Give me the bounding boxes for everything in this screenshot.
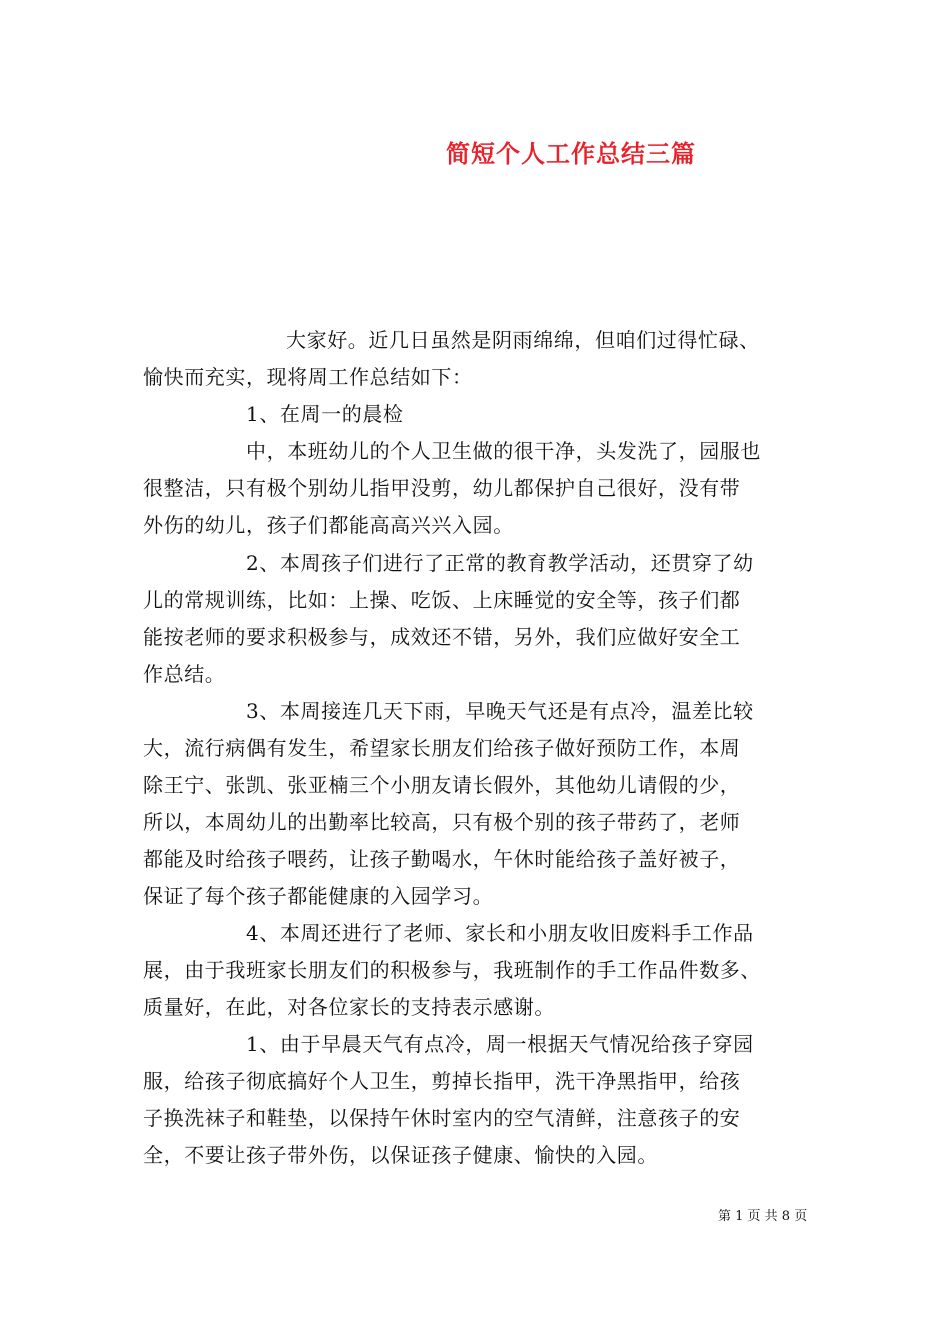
paragraph-line: 保证了每个孩子都能健康的入园学习。 <box>143 884 494 908</box>
page-number: 第 1 页 共 8 页 <box>718 1209 808 1224</box>
paragraph-line: 中，本班幼儿的个人卫生做的很干净，头发洗了，园服也 <box>246 439 761 463</box>
paragraph-line: 所以，本周幼儿的出勤率比较高，只有极个别的孩子带药了，老师 <box>143 810 741 834</box>
paragraph-line: 全，不要让孩子带外伤，以保证孩子健康、愉快的入园。 <box>143 1143 658 1167</box>
paragraph-line: 愉快而充实，现将周工作总结如下： <box>143 365 473 389</box>
paragraph-line: 除王宁、张凯、张亚楠三个小朋友请长假外，其他幼儿请假的少， <box>143 773 741 797</box>
paragraph-line: 大家好。近几日虽然是阴雨绵绵，但咱们过得忙碌、 <box>286 328 760 352</box>
document-title: 简短个人工作总结三篇 <box>446 139 696 168</box>
paragraph-line: 1、由于早晨天气有点冷，周一根据天气情况给孩子穿园 <box>246 1032 754 1056</box>
paragraph-line: 1、在周一的晨检 <box>246 402 404 426</box>
paragraph-line: 能按老师的要求积极参与，成效还不错，另外，我们应做好安全工 <box>143 625 741 649</box>
paragraph-line: 质量好，在此，对各位家长的支持表示感谢。 <box>143 995 555 1019</box>
paragraph-line: 3、本周接连几天下雨，早晚天气还是有点冷，温差比较 <box>246 699 754 723</box>
paragraph-line: 子换洗袜子和鞋垫，以保持午休时室内的空气清鲜，注意孩子的安 <box>143 1106 741 1130</box>
paragraph-line: 2、本周孩子们进行了正常的教育教学活动，还贯穿了幼 <box>246 551 754 575</box>
paragraph-line: 作总结。 <box>143 662 226 686</box>
paragraph-line: 都能及时给孩子喂药，让孩子勤喝水，午休时能给孩子盖好被子， <box>143 847 741 871</box>
paragraph-line: 大，流行病偶有发生，希望家长朋友们给孩子做好预防工作，本周 <box>143 736 741 760</box>
paragraph-line: 4、本周还进行了老师、家长和小朋友收旧废料手工作品 <box>246 921 754 945</box>
paragraph-line: 很整洁，只有极个别幼儿指甲没剪，幼儿都保护自己很好，没有带 <box>143 476 741 500</box>
paragraph-line: 儿的常规训练，比如：上操、吃饭、上床睡觉的安全等，孩子们都 <box>143 588 741 612</box>
paragraph-line: 外伤的幼儿，孩子们都能高高兴兴入园。 <box>143 513 514 537</box>
paragraph-line: 服，给孩子彻底搞好个人卫生，剪掉长指甲，洗干净黑指甲，给孩 <box>143 1069 741 1093</box>
paragraph-line: 展，由于我班家长朋友们的积极参与，我班制作的手工作品件数多、 <box>143 958 761 982</box>
